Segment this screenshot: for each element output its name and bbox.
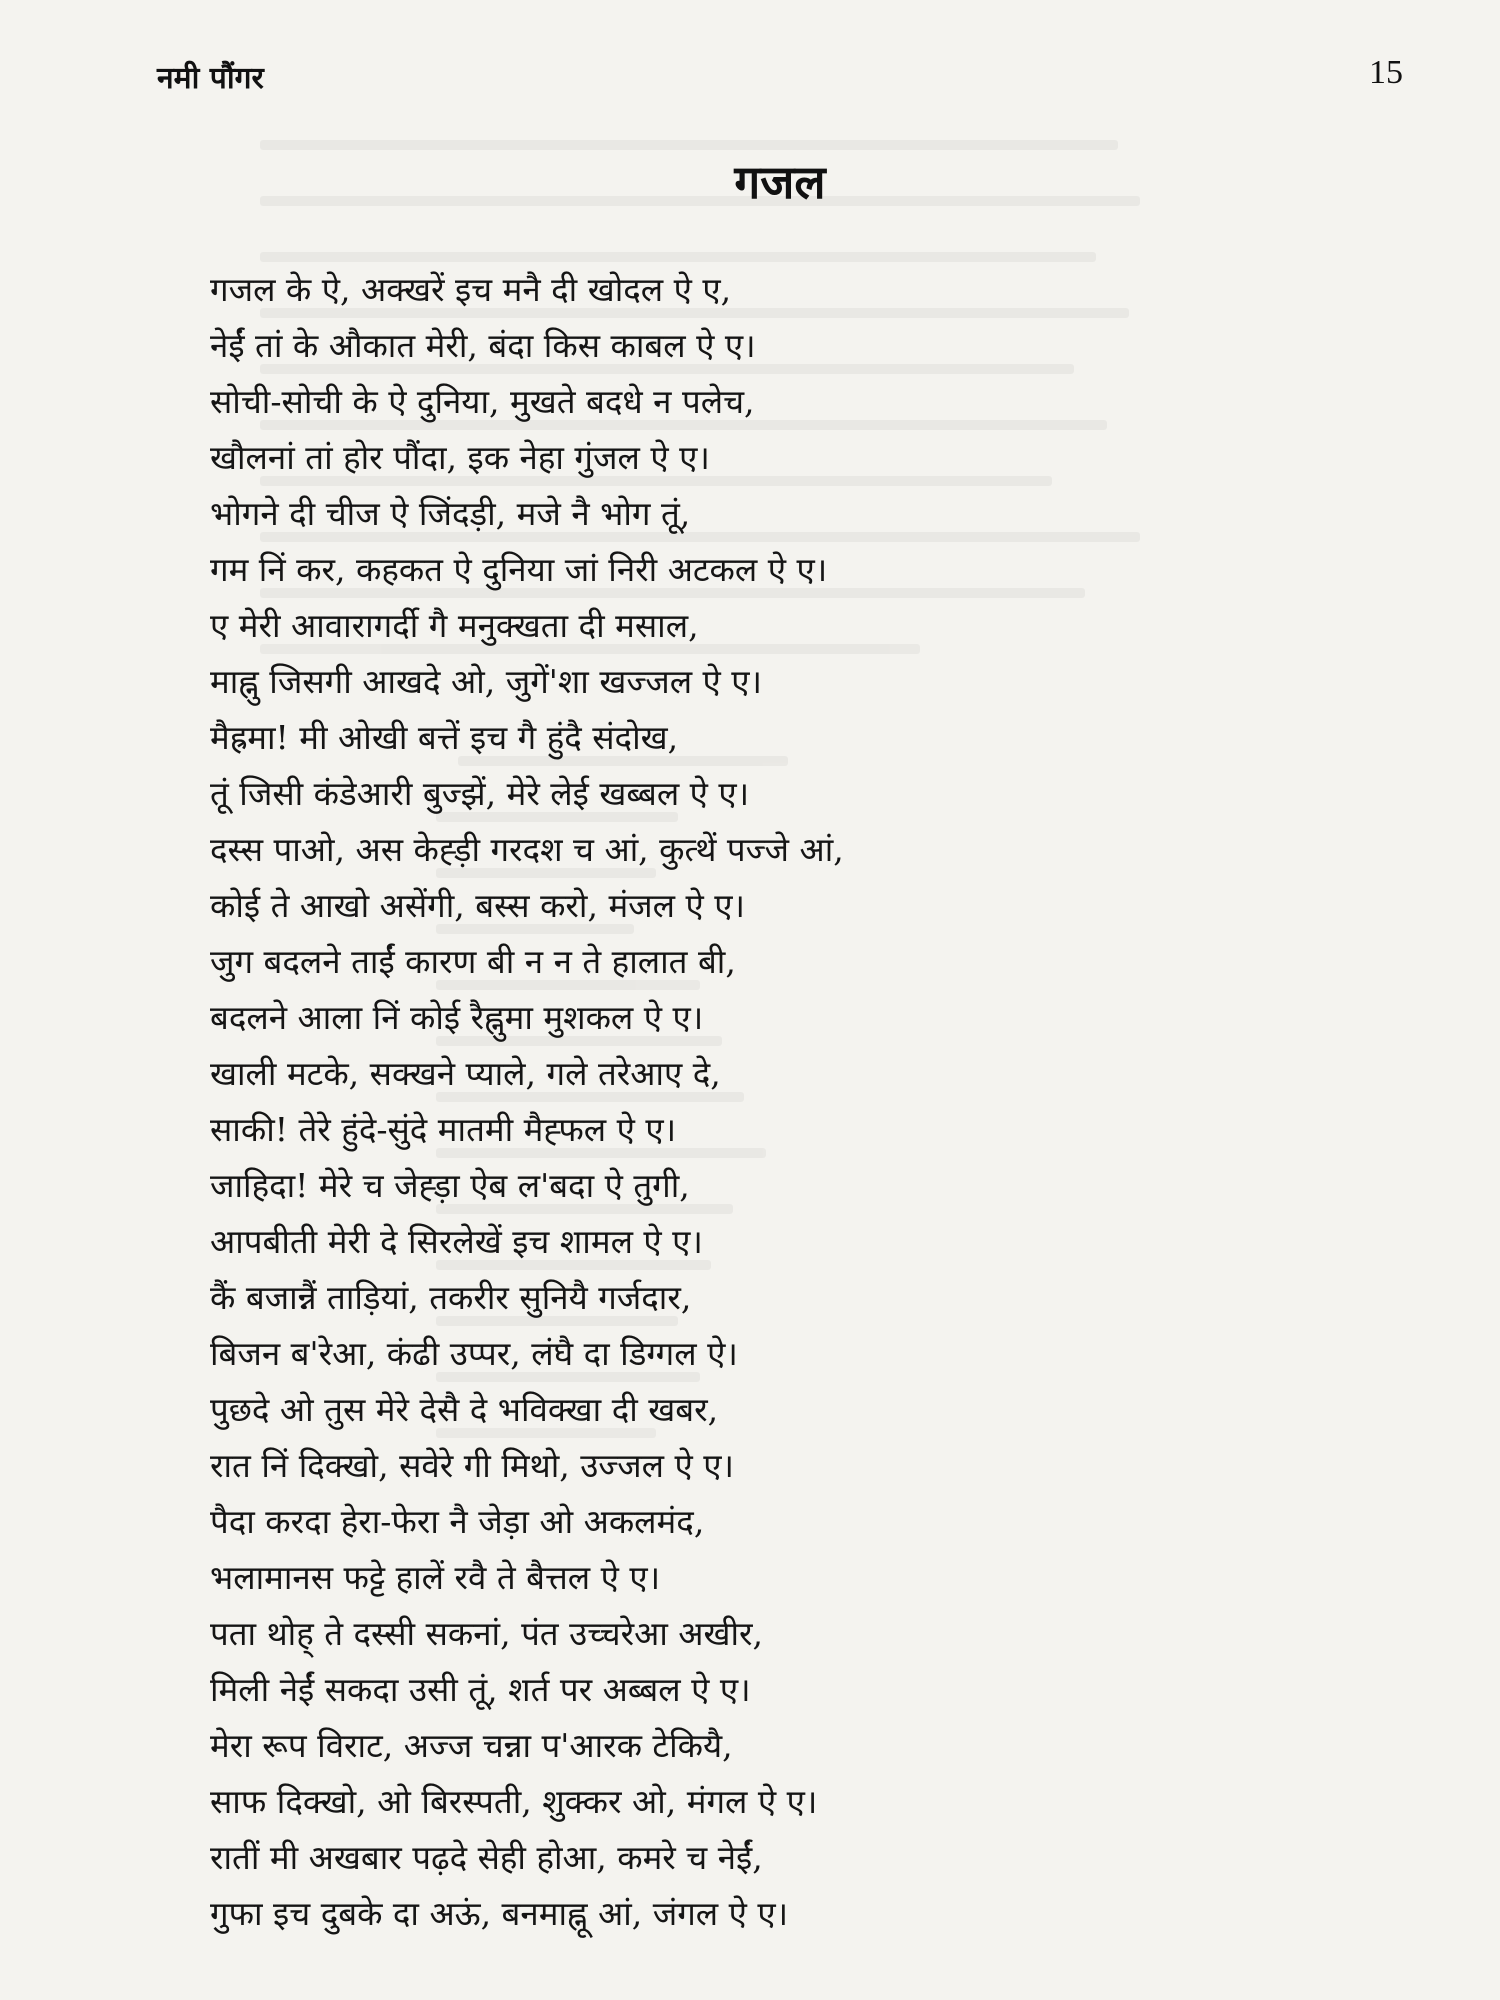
poem-line: कोई ते आखो असेंगी, बस्स करो, मंजल ऐ ए। — [210, 886, 746, 925]
poem-line: गजल के ऐ, अक्खरें इच मनै दी खोदल ऐ ए, — [210, 270, 732, 309]
poem-line: साफ दिक्खो, ओ बिरस्पती, शुक्कर ओ, मंगल ऐ ए। — [210, 1782, 818, 1821]
poem-line: भोगने दी चीज ऐ जिंदड़ी, मजे नै भोग तूं, — [210, 494, 691, 533]
poem-line: आपबीती मेरी दे सिरलेखें इच शामल ऐ ए। — [210, 1222, 703, 1261]
page-number: 15 — [1369, 54, 1403, 91]
poem-line: माह्नु जिसगी आखदे ओ, जुगें'शा खज्जल ऐ ए। — [210, 662, 763, 701]
poem-line: बिजन ब'रेआ, कंढी उप्पर, लंघै दा डिग्गल ऐ। — [210, 1334, 738, 1373]
poem-line: पुछदे ओ तुस मेरे देसै दे भविक्खा दी खबर, — [210, 1390, 719, 1429]
poem-line: ए मेरी आवारागर्दी गै मनुक्खता दी मसाल, — [210, 606, 699, 645]
poem-line: जुग बदलने ताईं कारण बी न न ते हालात बी, — [210, 942, 736, 981]
poem-line: सोची-सोची के ऐ दुनिया, मुखते बदधे न पलेच, — [210, 382, 755, 421]
poem-line: साकी! तेरे हुंदे-सुंदे मातमी मैह्फल ऐ ए। — [210, 1110, 677, 1149]
poem-line: पैदा करदा हेरा-फेरा नै जेड़ा ओ अकलमंद, — [210, 1502, 705, 1541]
poem-line: रातीं मी अखबार पढ़दे सेही होआ, कमरे च नेईं, — [210, 1838, 763, 1877]
poem-line: मैह्रमा! मी ओखी बत्तें इच गै हुंदै संदोख, — [210, 718, 679, 757]
poem-line: दस्स पाओ, अस केह्ड़ी गरदश च आं, कुत्थें पज्जे आं, — [210, 830, 844, 869]
poem-line: पता थोह् ते दस्सी सकनां, पंत उच्चरेआ अखीर, — [210, 1614, 764, 1653]
poem-line: बदलने आला निं कोई रैह्नुमा मुशकल ऐ ए। — [210, 998, 704, 1037]
poem-line: गम निं कर, कहकत ऐ दुनिया जां निरी अटकल ऐ ए। — [210, 550, 828, 589]
poem-line: नेईं तां के औकात मेरी, बंदा किस काबल ऐ ए। — [210, 326, 756, 365]
poem-line: मिली नेईं सकदा उसी तूं, शर्त पर अब्बल ऐ ए। — [210, 1670, 751, 1709]
poem-body — [210, 262, 1410, 1942]
running-head: नमी पौंगर — [157, 61, 264, 96]
poem-line: खाली मटके, सक्खने प्याले, गले तरेआए दे, — [210, 1054, 721, 1093]
poem-line: गुफा इच दुबके दा अऊं, बनमाह्नू आं, जंगल ऐ ए। — [210, 1894, 789, 1933]
poem-line: मेरा रूप विराट, अज्ज चन्ना प'आरक टेकियै, — [210, 1726, 733, 1765]
poem-line: रात निं दिक्खो, सवेरे गी मिथो, उज्जल ऐ ए। — [210, 1446, 735, 1485]
poem-line: कैं बजान्नैं ताड़ियां, तकरीर सुनियै गर्जदार, — [210, 1278, 692, 1317]
poem-title: गजल — [734, 155, 826, 209]
poem-line: जाहिदा! मेरे च जेह्ड़ा ऐब ल'बदा ऐ तुगी, — [210, 1166, 690, 1205]
poem-line: भलामानस फट्टे हालें रवै ते बैत्तल ऐ ए। — [210, 1558, 661, 1597]
poem-line: खौलनां तां होर पौंदा, इक नेहा गुंजल ऐ ए। — [210, 438, 710, 477]
poem-line: तूं जिसी कंडेआरी बुज्झें, मेरे लेई खब्बल ऐ ए। — [210, 774, 750, 813]
